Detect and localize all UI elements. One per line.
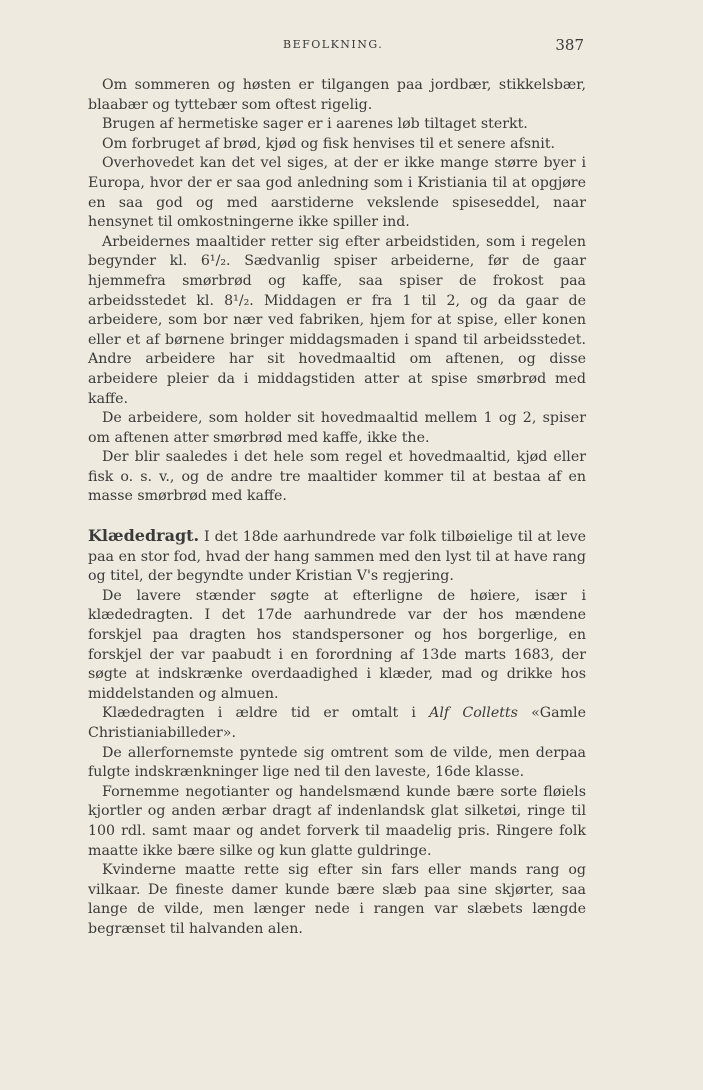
section-lead-paragraph	[88, 526, 586, 587]
paragraph: Der blir saaledes i det hele som regel et hovedmaaltid, kjød eller fisk o. s. v., og de andre tre maaltider kommer til at bestaa af en masse smørbrød med kaffe.	[88, 449, 586, 505]
section-heading: Klædedragt.	[88, 526, 200, 546]
paragraph: De allerfornemste pyntede sig omtrent som de vilde, men derpaa fulgte indskrænkninger lige ned til den laveste, 16de klasse.	[88, 744, 586, 781]
body-text	[88, 76, 586, 940]
author-name: Alf Colletts	[429, 705, 518, 722]
paragraph: Kvinderne maatte rette sig efter sin fars eller mands rang og vilkaar. De fineste damer kunde bære slæb paa sine skjørter, saa lange de vilde, men længer nede i rangen var slæbets længde begrænset til halvanden alen.	[88, 862, 586, 937]
section-lead-text: I det 18de aarhundrede var folk tilbøielige til at leve paa en stor fod, hvad der hang sammen med den lyst til at have rang og titel, der begyndte under Kristian V's regjering.	[88, 529, 587, 585]
paragraph: De arbeidere, som holder sit hovedmaaltid mellem 1 og 2, spiser om aftenen atter smørbrød med kaffe, ikke the.	[88, 410, 586, 446]
paragraph: Fornemme negotianter og handelsmænd kunde bære sorte fløiels kjortler og anden ærbar dragt af indenlandsk glat silketøi, ringe til 100 rdl. samt maar og andet forverk til maadelig pris. Ringere folk maatte ikke bære silke og kun glatte guldringe.	[88, 783, 586, 859]
paragraph: Om forbruget af brød, kjød og fisk henvises til et senere afsnit.	[102, 135, 556, 152]
paragraph: De lavere stænder søgte at efterligne de høiere, især i klædedragten. I det 17de aarhundrede var der hos mændene forskjel paa dragten hos standspersoner og hos borgerlige, en forskjel der var paabudt i en forordning af 13de marts 1683, der søgte at indskrænke overdaadighed i klæder, mad og drikke hos middelstanden og almuen.	[88, 587, 586, 702]
running-head: BEFOLKNING.	[283, 38, 384, 51]
page-number: 387	[555, 36, 584, 54]
paragraph: Om sommeren og høsten er tilgangen paa jordbær, stikkelsbær, blaabær og tyttebær som oftest rigelig.	[88, 77, 586, 113]
paragraph: Arbeidernes maaltider retter sig efter arbeidstiden, som i regelen begynder kl. 6¹/₂. Sædvanlig spiser arbeiderne, før de gaar hjemmefra smørbrød og kaffe, saa spiser de frokost paa arbeidsstedet kl. 8¹/₂. Middagen er fra 1 til 2, og da gaar de arbeidere, som bor nær ved fabriken, hjem for at spise, eller konen eller et af børnene bringer middagsmaden i spand til arbeidsstedet. Andre arbeidere har sit hovedmaaltid om aftenen, og disse arbeidere pleier da i middagstiden atter at spise smørbrød med kaffe.	[88, 233, 586, 407]
colletts-after: «Gamle Christianiabilleder».	[88, 705, 586, 741]
page-header	[88, 38, 588, 58]
paragraph: Brugen af hermetiske sager er i aarenes løb tiltaget sterkt.	[102, 116, 528, 133]
paragraph-colletts	[88, 704, 586, 743]
paragraph: Overhovedet kan det vel siges, at der er ikke mange større byer i Europa, hvor der er saa god anledning som i Kristiania til at opgjøre en saa god og med aarstiderne vekslende spiseseddel, naar hensynet til omkostningerne ikke spiller ind.	[88, 155, 586, 231]
colletts-before: Klædedragten i ældre tid er omtalt i	[102, 705, 430, 722]
